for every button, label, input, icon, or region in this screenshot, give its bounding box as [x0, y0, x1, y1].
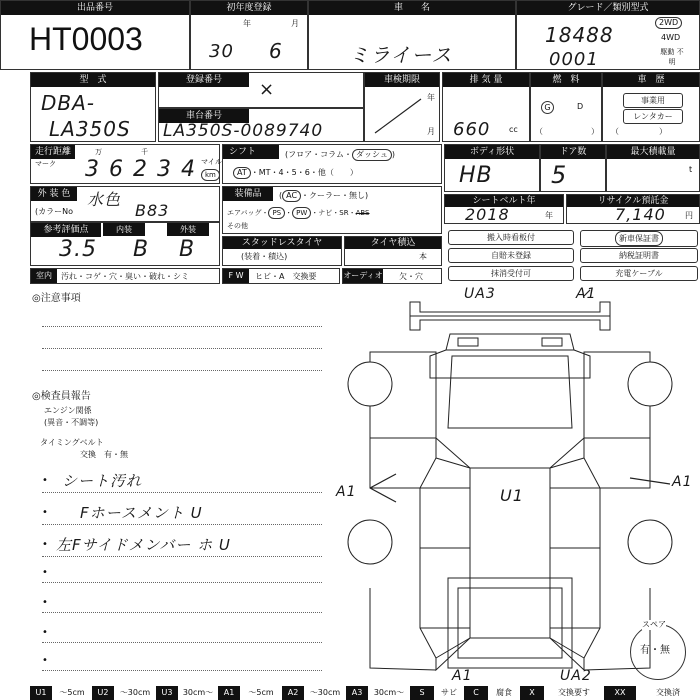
- tire-load-unit: 本: [419, 252, 427, 261]
- legend-code-xx: XX: [604, 686, 636, 700]
- shift-floor: (フロア・コラム・ ダッシュ ): [285, 150, 396, 159]
- notes-line-2: [42, 348, 322, 349]
- legend-desc-a1: 〜5cm: [240, 686, 282, 700]
- remark-line-3: [42, 556, 322, 557]
- score-box: [30, 222, 220, 266]
- diagram-bottom-right-label: UA2: [560, 668, 592, 684]
- legend-desc-c: 腐食: [488, 686, 520, 700]
- fuel-box: [530, 72, 602, 142]
- first-reg-year-label: 年: [243, 19, 251, 28]
- mileage-unit-mile: マイル: [201, 158, 222, 166]
- drive-4wd: 4WD: [661, 33, 681, 42]
- bullet-3: •: [42, 539, 48, 550]
- diagram-top-label: UA3: [464, 286, 496, 302]
- recycle-label: リサイクル預託金: [567, 195, 699, 207]
- diagram-left-label: A1: [336, 484, 357, 500]
- bullet-5: •: [42, 597, 48, 608]
- legend-desc-x: 交換要す: [544, 686, 604, 700]
- car-name-label: 車 名: [309, 1, 515, 15]
- studless-options: (装着・積込): [241, 252, 288, 261]
- model-line1: DBA-: [41, 91, 96, 115]
- legend-code-a1: A1: [218, 686, 240, 700]
- diagram-center-label: U1: [500, 486, 524, 505]
- exterior-label: 外装: [167, 223, 209, 236]
- seatbelt-unit: 年: [545, 211, 553, 220]
- doc-tax: 納税証明書: [580, 248, 698, 263]
- equipment-box: [222, 186, 442, 234]
- history-bracket: （ ）: [611, 127, 667, 136]
- seatbelt-value: 2018: [465, 205, 510, 224]
- bullet-7: •: [42, 655, 48, 666]
- displacement-value: 660: [453, 119, 491, 140]
- color-code: B83: [135, 201, 170, 220]
- tire-load-label: タイヤ積込: [345, 237, 441, 249]
- remark-1: シート汚れ: [62, 472, 143, 490]
- shift-at: AT ・MT・4・5・6・他（ ）: [233, 167, 358, 179]
- legend-code-u2: U2: [92, 686, 114, 700]
- shift-label: シフト: [223, 145, 279, 159]
- history-commercial: 事業用: [623, 93, 683, 108]
- grade-label: グレード／類別型式: [517, 1, 699, 15]
- bullet-1: •: [42, 475, 48, 486]
- fw-text: ヒビ・A 交換要: [255, 272, 317, 281]
- remark-2: Fホースメント U: [80, 504, 203, 522]
- inspection-strike: [371, 93, 427, 137]
- history-rental: レンタカー: [623, 109, 683, 124]
- legend-desc-a2: 〜30cm: [304, 686, 346, 700]
- fuel-g: G: [541, 101, 554, 114]
- color-label: 外 装 色: [31, 187, 77, 201]
- legend-code-s: S: [410, 686, 434, 700]
- displacement-unit: cc: [509, 125, 518, 134]
- notes-line-3: [42, 370, 322, 371]
- diagram-bottom-left-label: A1: [452, 668, 473, 684]
- notes-title: ◎注意事項: [32, 293, 81, 304]
- legend-desc-u2: 〜30cm: [114, 686, 156, 700]
- remark-line-2: [42, 524, 322, 525]
- equipment-ac-row: ( AC ・クーラー・無し): [279, 191, 369, 200]
- history-label: 車 歴: [603, 73, 699, 87]
- chassis-box: [158, 108, 364, 142]
- remark-line-7: [42, 670, 322, 671]
- remark-line-1: [42, 492, 322, 493]
- first-registration-label: 初年度登録: [191, 1, 307, 15]
- recycle-unit: 円: [685, 211, 693, 220]
- capacity-unit: t: [689, 165, 693, 174]
- bullet-2: •: [42, 507, 48, 518]
- engine-sub: (異音・不調等): [44, 418, 99, 427]
- lot-number-box: [0, 0, 190, 70]
- diagram-right-label: A1: [672, 474, 693, 490]
- equipment-label: 装備品: [223, 187, 273, 201]
- mileage-digit-4: 3: [157, 157, 172, 182]
- color-box: [30, 186, 220, 222]
- legend-desc-xx: 交換済: [636, 686, 700, 700]
- legend-desc-u3: 30cm〜: [178, 686, 218, 700]
- doors-value: 5: [551, 161, 568, 189]
- remark-line-6: [42, 642, 322, 643]
- remark-line-4: [42, 582, 322, 583]
- capacity-box: [606, 144, 700, 192]
- drive-2wd: 2WD: [655, 17, 682, 29]
- inspection-month-label: 月: [427, 127, 435, 136]
- spare-label: スペア: [642, 620, 666, 629]
- legend-code-c: C: [464, 686, 488, 700]
- fuel-label: 燃 料: [531, 73, 601, 87]
- inspector-title: ◎検査員報告: [32, 391, 91, 402]
- fuel-d: D: [577, 102, 584, 111]
- chassis-value: LA350S-0089740: [163, 121, 324, 141]
- legend-code-a2: A2: [282, 686, 304, 700]
- first-registration-box: [190, 0, 308, 70]
- doc-carry-in: 搬入時看板付: [448, 230, 574, 245]
- first-reg-year: 30: [209, 41, 234, 62]
- mileage-label: 走行距離: [31, 145, 75, 159]
- equipment-other: その他: [227, 222, 248, 230]
- mileage-box: [30, 144, 220, 184]
- timing-label: タイミングベルト: [40, 438, 104, 447]
- interior-value: B: [133, 237, 150, 262]
- model-label: 型 式: [31, 73, 155, 87]
- cabin-text: 汚れ・コゲ・穴・臭い・破れ・シミ: [61, 272, 189, 281]
- interior-label: 内装: [103, 223, 145, 236]
- chassis-label: 車台番号: [159, 109, 249, 123]
- mileage-digit-3: 2: [133, 157, 148, 182]
- fw-box: [222, 268, 340, 284]
- cabin-box: [30, 268, 220, 284]
- doc-warranty: 新車保証書: [580, 230, 698, 247]
- studless-label: スタッドレスタイヤ: [223, 237, 341, 249]
- bullet-4: •: [42, 567, 48, 578]
- mileage-unit-man: 万: [95, 148, 102, 156]
- color-value: 水色: [87, 190, 122, 209]
- mileage-digit-5: 4: [181, 157, 196, 182]
- seatbelt-label: シートベルト年: [445, 195, 563, 207]
- drive-unknown: 駆動 不明: [660, 48, 684, 66]
- legend-code-u1: U1: [30, 686, 52, 700]
- recycle-box: [566, 194, 700, 224]
- audio-text: 欠・穴: [399, 272, 423, 281]
- bullet-6: •: [42, 627, 48, 638]
- legend-code-a3: A3: [346, 686, 368, 700]
- displacement-label: 排 気 量: [443, 73, 529, 87]
- mileage-mark-label: マーク: [35, 160, 56, 168]
- doc-cable: 充電ケーブル: [580, 266, 698, 281]
- score-value: 3.5: [59, 237, 97, 262]
- equipment-row2: エアバッグ・ PS ・ PW ・ナビ・SR・ABS: [227, 209, 370, 217]
- grade-box: [516, 0, 700, 70]
- lot-number-value: HT0003: [29, 21, 143, 57]
- remark-3: 左Fサイドメンバー ホ U: [56, 536, 231, 554]
- body-label: ボディ形状: [445, 145, 539, 159]
- remark-line-5: [42, 612, 322, 613]
- spare-value: 有・無: [640, 645, 670, 656]
- car-name-value: ミライース: [349, 43, 453, 67]
- grade-value2: 0001: [549, 49, 599, 70]
- audio-box: [342, 268, 442, 284]
- registration-box: [158, 72, 364, 108]
- tire-load-box: [344, 236, 442, 266]
- body-box: [444, 144, 540, 192]
- notes-line-1: [42, 326, 322, 327]
- first-reg-month-label: 月: [291, 19, 299, 28]
- inspection-year-label: 年: [427, 93, 435, 102]
- fuel-bracket-left: （: [535, 127, 543, 136]
- cabin-label: 室内: [31, 269, 57, 283]
- grade-value: 18488: [545, 23, 614, 47]
- inspection-label: 車検期限: [365, 73, 439, 87]
- registration-label: 登録番号: [159, 73, 249, 87]
- seatbelt-box: [444, 194, 564, 224]
- doc-massho: 抹消受付可: [448, 266, 574, 281]
- shift-box: [222, 144, 442, 184]
- car-name-box: [308, 0, 516, 70]
- history-box: [602, 72, 700, 142]
- legend-desc-u1: 〜5cm: [52, 686, 92, 700]
- legend-code-u3: U3: [156, 686, 178, 700]
- first-reg-month: 6: [269, 39, 283, 63]
- mileage-unit-km: km: [201, 169, 220, 181]
- mileage-digit-1: 3: [85, 157, 100, 182]
- doors-box: [540, 144, 606, 192]
- doors-label: ドア数: [541, 145, 605, 159]
- score-label: 参考評価点: [31, 223, 101, 237]
- capacity-label: 最大積載量: [607, 145, 699, 159]
- inspection-box: [364, 72, 440, 142]
- timing-sub: 交換 有・無: [80, 450, 128, 459]
- lot-number-label: 出品番号: [1, 1, 189, 15]
- registration-value: ×: [259, 79, 276, 100]
- studless-box: [222, 236, 342, 266]
- model-box: [30, 72, 156, 142]
- diagram-top-right-label: A1: [576, 286, 597, 302]
- legend-code-x: X: [520, 686, 544, 700]
- color-code-label: (カラーNo: [35, 207, 73, 216]
- exterior-value: B: [179, 237, 196, 262]
- doc-jibai: 自賠未登録: [448, 248, 574, 263]
- mileage-digit-2: 6: [109, 157, 124, 182]
- mileage-unit-sen: 千: [141, 148, 148, 156]
- recycle-value: 7,140: [615, 205, 666, 224]
- audio-label: オーディオ: [343, 269, 383, 283]
- displacement-box: [442, 72, 530, 142]
- fuel-bracket-right: ）: [591, 127, 599, 136]
- legend-desc-s: サビ: [434, 686, 464, 700]
- body-value: HB: [459, 163, 493, 188]
- engine-label: エンジン関係: [44, 406, 92, 415]
- legend-desc-a3: 30cm〜: [368, 686, 410, 700]
- model-line2: LA350S: [49, 117, 131, 141]
- fw-label: F W: [223, 269, 249, 283]
